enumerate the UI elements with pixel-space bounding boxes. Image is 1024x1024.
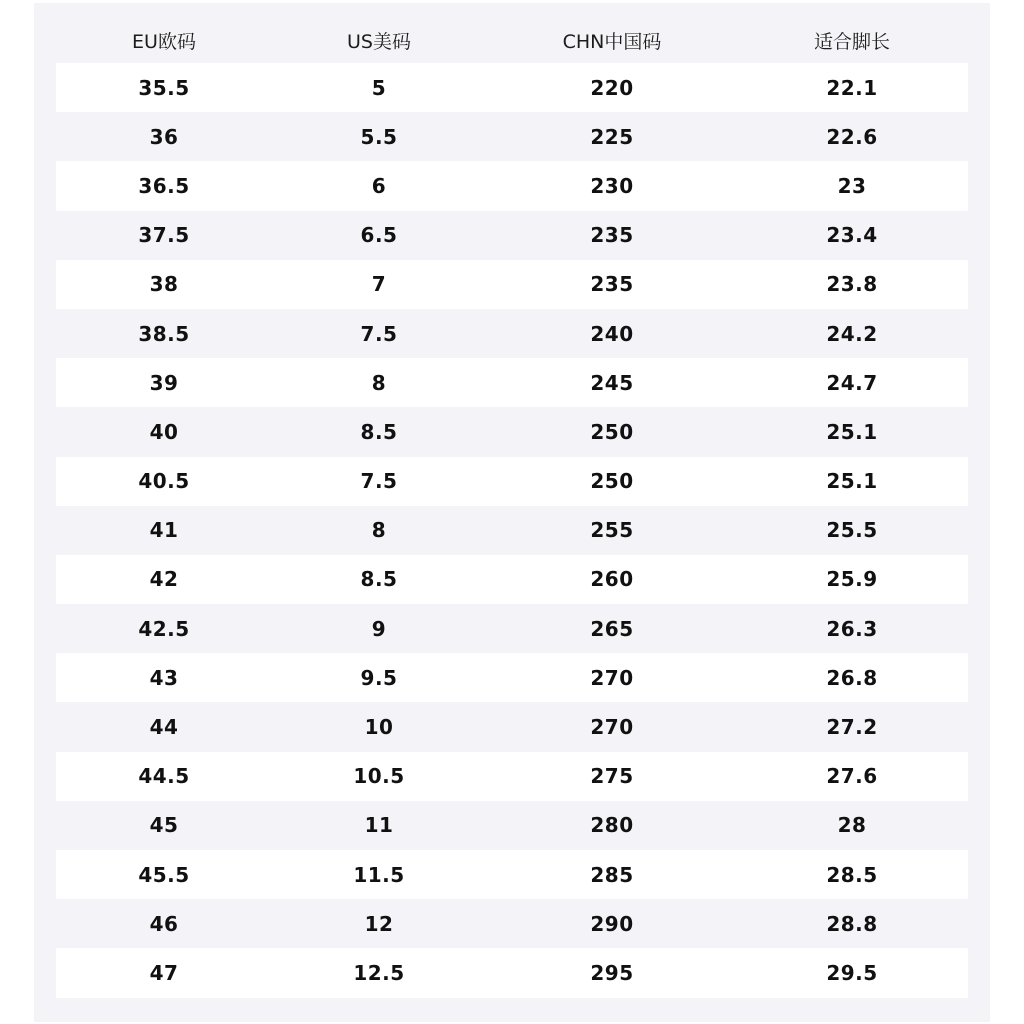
table-row	[56, 555, 968, 604]
table-header	[56, 17, 968, 63]
cell-foot-length: 22.1	[826, 75, 878, 100]
table-row	[56, 161, 968, 210]
header-eu-size: EU欧码	[132, 30, 196, 53]
table-row	[56, 752, 968, 801]
cell-foot-length: 29.5	[826, 960, 878, 985]
cell-eu-size: 38	[149, 272, 179, 297]
table-body	[56, 63, 968, 998]
cell-us-size: 7.5	[360, 469, 398, 494]
cell-foot-length: 25.1	[826, 419, 878, 444]
cell-eu-size: 43	[149, 665, 179, 690]
table-row	[56, 604, 968, 653]
cell-foot-length: 28	[837, 813, 867, 838]
cell-eu-size: 36.5	[138, 173, 190, 198]
table-row	[56, 702, 968, 751]
table-row	[56, 653, 968, 702]
cell-foot-length: 23	[837, 173, 867, 198]
table-row	[56, 358, 968, 407]
size-chart-table	[34, 3, 990, 1022]
table-row	[56, 112, 968, 161]
table-row	[56, 948, 968, 997]
cell-chn-size: 230	[590, 173, 634, 198]
cell-foot-length: 23.8	[826, 272, 878, 297]
cell-chn-size: 250	[590, 419, 634, 444]
cell-eu-size: 42.5	[138, 616, 190, 641]
cell-foot-length: 28.5	[826, 862, 878, 887]
cell-eu-size: 38.5	[138, 321, 190, 346]
cell-chn-size: 270	[590, 665, 634, 690]
cell-us-size: 10	[364, 715, 394, 740]
cell-us-size: 7	[371, 272, 387, 297]
cell-us-size: 7.5	[360, 321, 398, 346]
cell-eu-size: 47	[149, 960, 179, 985]
table-row	[56, 801, 968, 850]
cell-eu-size: 39	[149, 370, 179, 395]
cell-foot-length: 27.6	[826, 764, 878, 789]
table-row	[56, 407, 968, 456]
cell-chn-size: 220	[590, 75, 634, 100]
cell-us-size: 10.5	[353, 764, 405, 789]
cell-us-size: 8.5	[360, 419, 398, 444]
cell-foot-length: 23.4	[826, 223, 878, 248]
cell-us-size: 9.5	[360, 665, 398, 690]
cell-chn-size: 285	[590, 862, 634, 887]
cell-foot-length: 24.2	[826, 321, 878, 346]
table-row	[56, 211, 968, 260]
cell-chn-size: 295	[590, 960, 634, 985]
cell-foot-length: 22.6	[826, 124, 878, 149]
cell-chn-size: 235	[590, 272, 634, 297]
cell-eu-size: 42	[149, 567, 179, 592]
table-row	[56, 899, 968, 948]
cell-us-size: 8	[371, 518, 387, 543]
cell-eu-size: 45	[149, 813, 179, 838]
cell-us-size: 5.5	[360, 124, 398, 149]
cell-foot-length: 25.1	[826, 469, 878, 494]
cell-us-size: 12.5	[353, 960, 405, 985]
cell-foot-length: 25.5	[826, 518, 878, 543]
cell-chn-size: 225	[590, 124, 634, 149]
cell-us-size: 6.5	[360, 223, 398, 248]
table-row	[56, 309, 968, 358]
header-chn-size: CHN中国码	[562, 30, 662, 53]
cell-chn-size: 255	[590, 518, 634, 543]
cell-chn-size: 250	[590, 469, 634, 494]
cell-eu-size: 35.5	[138, 75, 190, 100]
cell-eu-size: 45.5	[138, 862, 190, 887]
cell-eu-size: 44	[149, 715, 179, 740]
cell-us-size: 8.5	[360, 567, 398, 592]
cell-chn-size: 265	[590, 616, 634, 641]
cell-us-size: 9	[371, 616, 387, 641]
cell-foot-length: 26.8	[826, 665, 878, 690]
cell-foot-length: 28.8	[826, 911, 878, 936]
cell-us-size: 11	[364, 813, 394, 838]
cell-eu-size: 37.5	[138, 223, 190, 248]
cell-chn-size: 235	[590, 223, 634, 248]
cell-foot-length: 25.9	[826, 567, 878, 592]
cell-chn-size: 290	[590, 911, 634, 936]
table-row	[56, 63, 968, 112]
cell-us-size: 11.5	[353, 862, 405, 887]
cell-foot-length: 26.3	[826, 616, 878, 641]
table-row	[56, 506, 968, 555]
cell-chn-size: 260	[590, 567, 634, 592]
cell-chn-size: 245	[590, 370, 634, 395]
cell-chn-size: 280	[590, 813, 634, 838]
cell-chn-size: 270	[590, 715, 634, 740]
cell-foot-length: 24.7	[826, 370, 878, 395]
cell-us-size: 5	[371, 75, 387, 100]
table-row	[56, 260, 968, 309]
cell-eu-size: 44.5	[138, 764, 190, 789]
table-row	[56, 850, 968, 899]
cell-us-size: 6	[371, 173, 387, 198]
cell-eu-size: 41	[149, 518, 179, 543]
cell-eu-size: 40	[149, 419, 179, 444]
cell-us-size: 8	[371, 370, 387, 395]
header-us-size: US美码	[347, 30, 411, 53]
cell-foot-length: 27.2	[826, 715, 878, 740]
cell-eu-size: 40.5	[138, 469, 190, 494]
cell-eu-size: 36	[149, 124, 179, 149]
cell-chn-size: 275	[590, 764, 634, 789]
cell-us-size: 12	[364, 911, 394, 936]
table-row	[56, 457, 968, 506]
header-foot-length: 适合脚长	[813, 30, 891, 53]
cell-eu-size: 46	[149, 911, 179, 936]
cell-chn-size: 240	[590, 321, 634, 346]
